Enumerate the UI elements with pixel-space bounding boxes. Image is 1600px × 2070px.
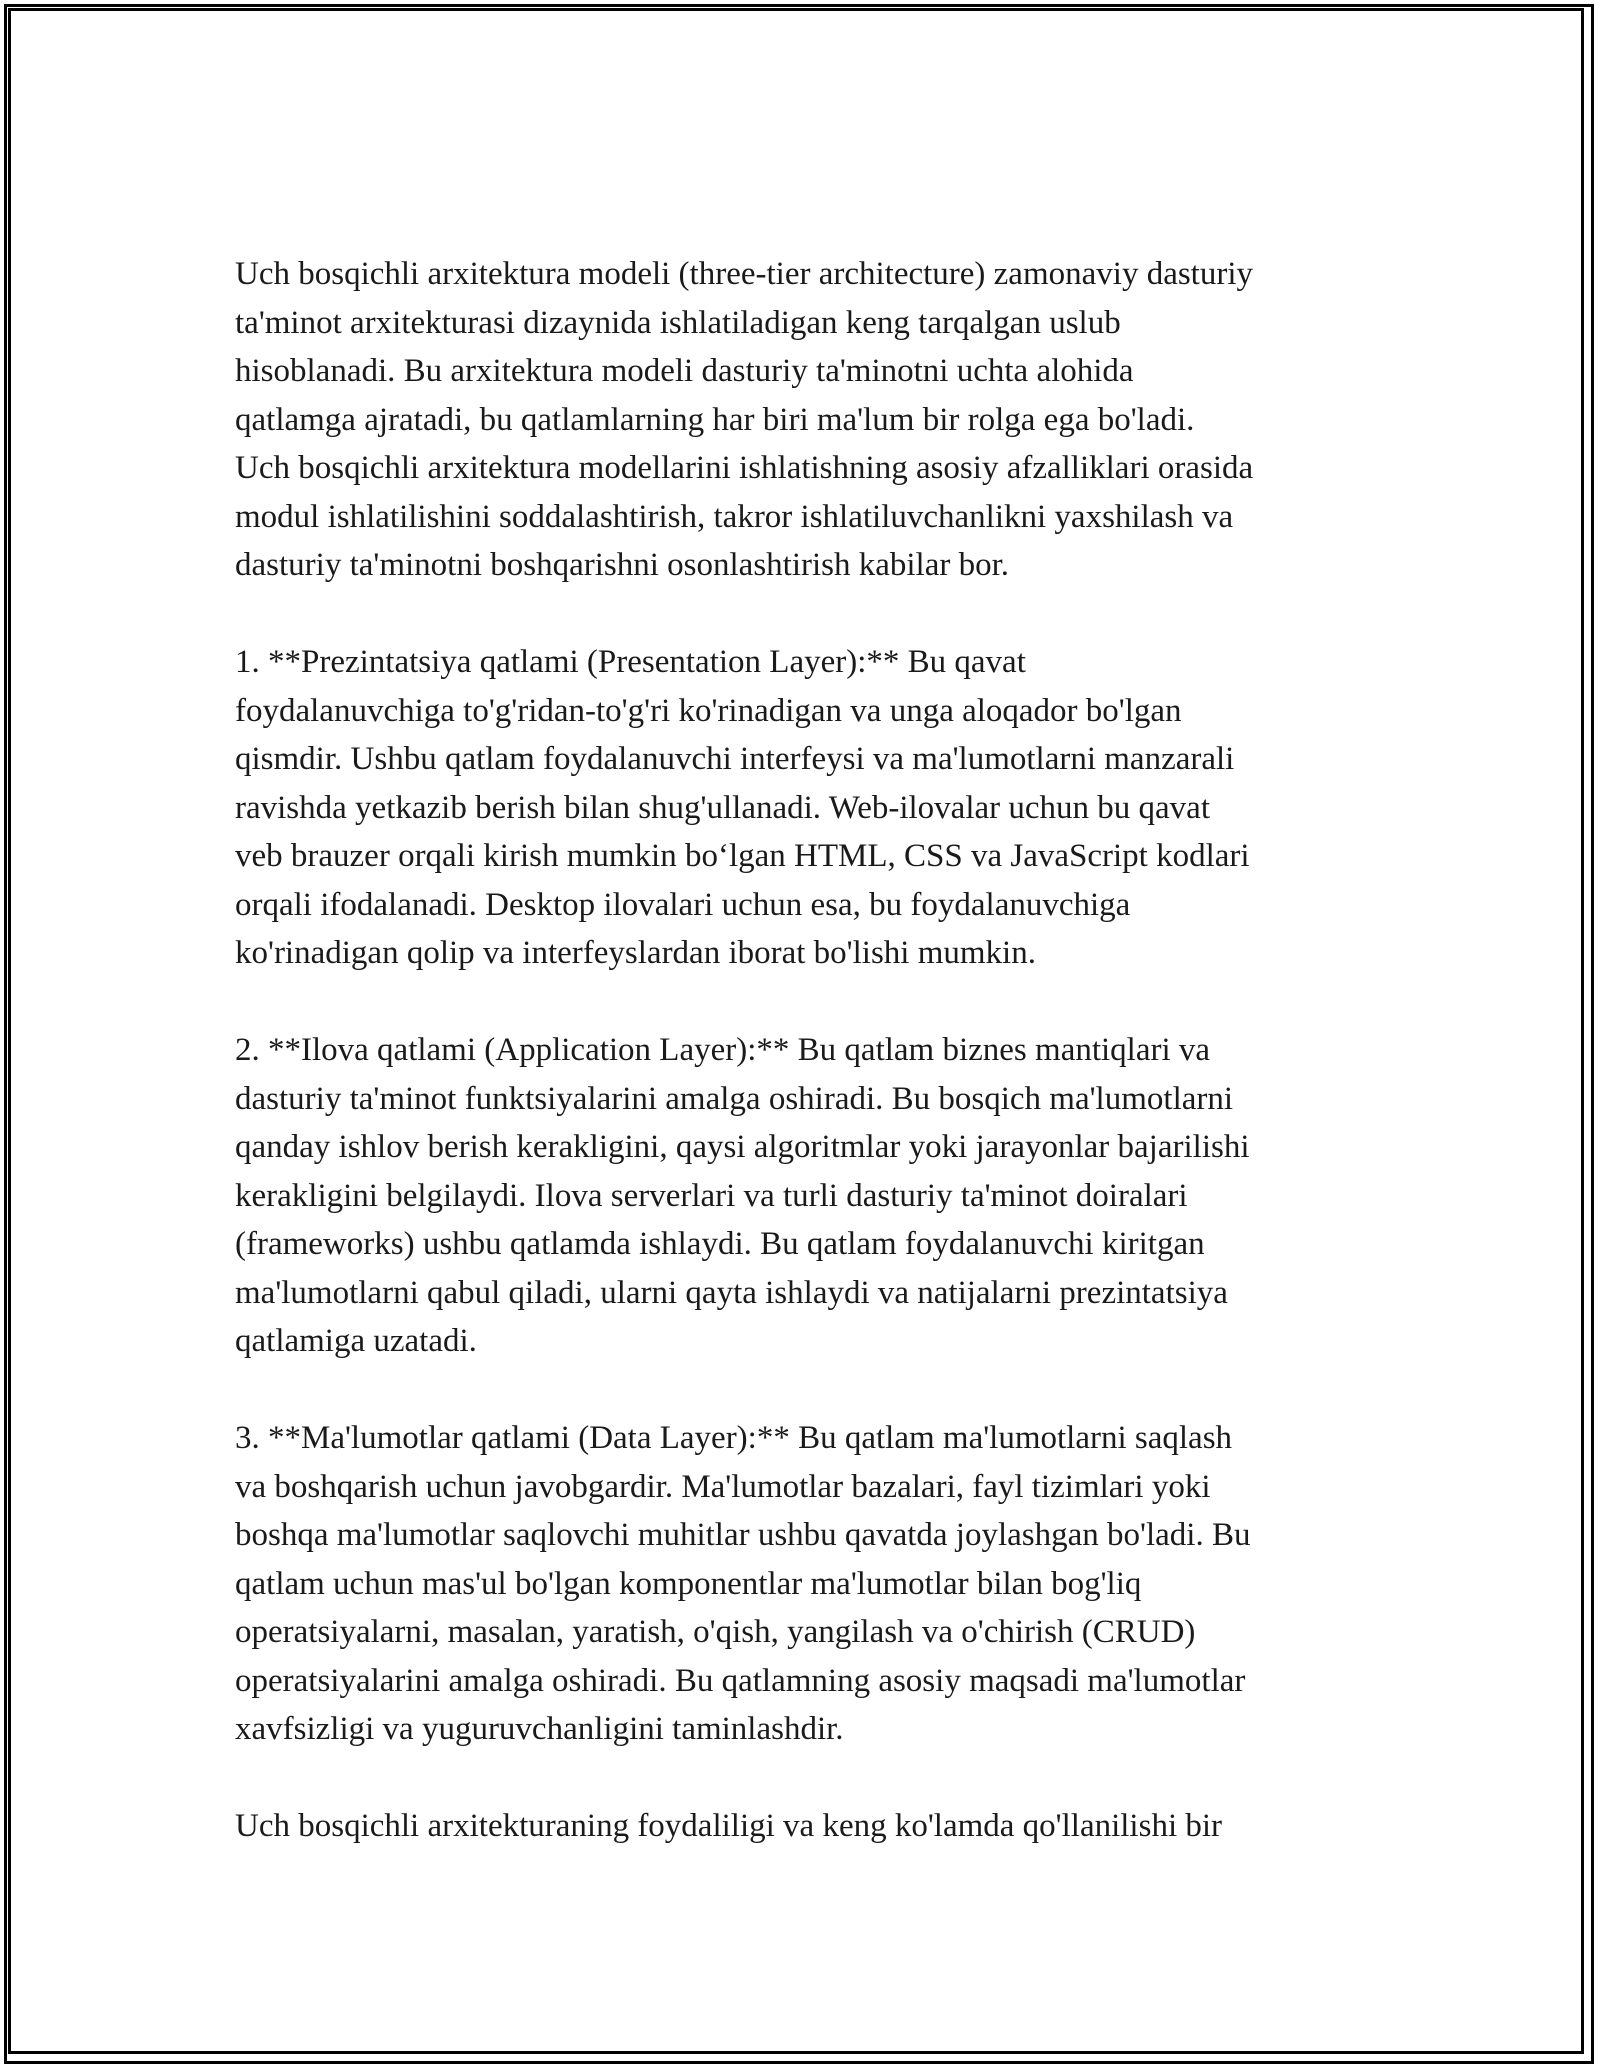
text-line: va boshqarish uchun javobgardir. Ma'lumotlar bazalari, fayl tizimlari yoki bbox=[235, 1468, 1211, 1505]
text-line: qatlam uchun mas'ul bo'lgan komponentlar ma'lumotlar bilan bog'liq bbox=[235, 1565, 1142, 1602]
text-line: (frameworks) ushbu qatlamda ishlaydi. Bu qatlam foydalanuvchi kiritgan bbox=[235, 1226, 1205, 1262]
text-line: operatsiyalarini amalga oshiradi. Bu qatlamning asosiy maqsadi ma'lumotlar bbox=[235, 1662, 1246, 1699]
text-line: qismdir. Ushbu qatlam foydalanuvchi interfeysi va ma'lumotlarni manzarali bbox=[235, 741, 1235, 777]
paragraph-presentation-layer bbox=[235, 638, 1385, 978]
paragraph-application-layer bbox=[235, 1026, 1385, 1366]
text-line: 1. **Prezintatsiya qatlami (Presentation Layer):** Bu qavat bbox=[235, 644, 1026, 680]
text-line: ko'rinadigan qolip va interfeyslardan iborat bo'lishi mumkin. bbox=[235, 935, 1036, 971]
text-line: qanday ishlov berish kerakligini, qaysi algoritmlar yoki jarayonlar bajarilishi bbox=[235, 1129, 1250, 1165]
text-line: qatlamga ajratadi, bu qatlamlarning har biri ma'lum bir rolga ega bo'ladi. bbox=[235, 401, 1195, 438]
paragraph-data-layer bbox=[235, 1414, 1385, 1754]
text-line: dasturiy ta'minot funktsiyalarini amalga oshiradi. Bu bosqich ma'lumotlarni bbox=[235, 1080, 1234, 1117]
text-line: foydalanuvchiga to'g'ridan-to'g'ri ko'rinadigan va unga aloqador bo'lgan bbox=[235, 692, 1182, 729]
text-line: veb brauzer orqali kirish mumkin bo‘lgan HTML, CSS va JavaScript kodlari bbox=[235, 838, 1250, 874]
text-line: 3. **Ma'lumotlar qatlami (Data Layer):** Bu qatlam ma'lumotlarni saqlash bbox=[235, 1420, 1233, 1456]
paragraph-conclusion bbox=[235, 1802, 1385, 1851]
text-line: xavfsizligi va yuguruvchanligini taminlashdir. bbox=[235, 1711, 844, 1747]
document-body bbox=[235, 250, 1385, 1899]
text-line: ta'minot arxitekturasi dizaynida ishlatiladigan keng tarqalgan uslub bbox=[235, 304, 1121, 341]
text-line: boshqa ma'lumotlar saqlovchi muhitlar ushbu qavatda joylashgan bo'ladi. Bu bbox=[235, 1517, 1251, 1553]
text-line: hisoblanadi. Bu arxitektura modeli dasturiy ta'minotni uchta alohida bbox=[235, 353, 1134, 389]
text-line: Uch bosqichli arxitekturaning foydaliligi va keng ko'lamda qo'llanilishi bir bbox=[235, 1808, 1223, 1844]
text-line: orqali ifodalanadi. Desktop ilovalari uchun esa, bu foydalanuvchiga bbox=[235, 886, 1131, 923]
text-line: ravishda yetkazib berish bilan shug'ullanadi. Web-ilovalar uchun bu qavat bbox=[235, 789, 1210, 826]
text-line: ma'lumotlarni qabul qiladi, ularni qayta ishlaydi va natijalarni prezintatsiya bbox=[235, 1274, 1228, 1311]
text-line: kerakligini belgilaydi. Ilova serverlari va turli dasturiy ta'minot doiralari bbox=[235, 1177, 1188, 1214]
text-line: Uch bosqichli arxitektura modeli (three-tier architecture) zamonaviy dasturiy bbox=[235, 256, 1254, 292]
text-line: Uch bosqichli arxitektura modellarini ishlatishning asosiy afzalliklari orasida bbox=[235, 450, 1254, 486]
text-line: modul ishlatilishini soddalashtirish, takror ishlatiluvchanlikni yaxshilash va bbox=[235, 498, 1234, 535]
text-line: 2. **Ilova qatlami (Application Layer):** Bu qatlam biznes mantiqlari va bbox=[235, 1032, 1211, 1068]
paragraph-intro bbox=[235, 250, 1385, 590]
text-line: operatsiyalarni, masalan, yaratish, o'qish, yangilash va o'chirish (CRUD) bbox=[235, 1614, 1196, 1650]
text-line: dasturiy ta'minotni boshqarishni osonlashtirish kabilar bor. bbox=[235, 547, 1010, 583]
text-line: qatlamiga uzatadi. bbox=[235, 1323, 477, 1359]
